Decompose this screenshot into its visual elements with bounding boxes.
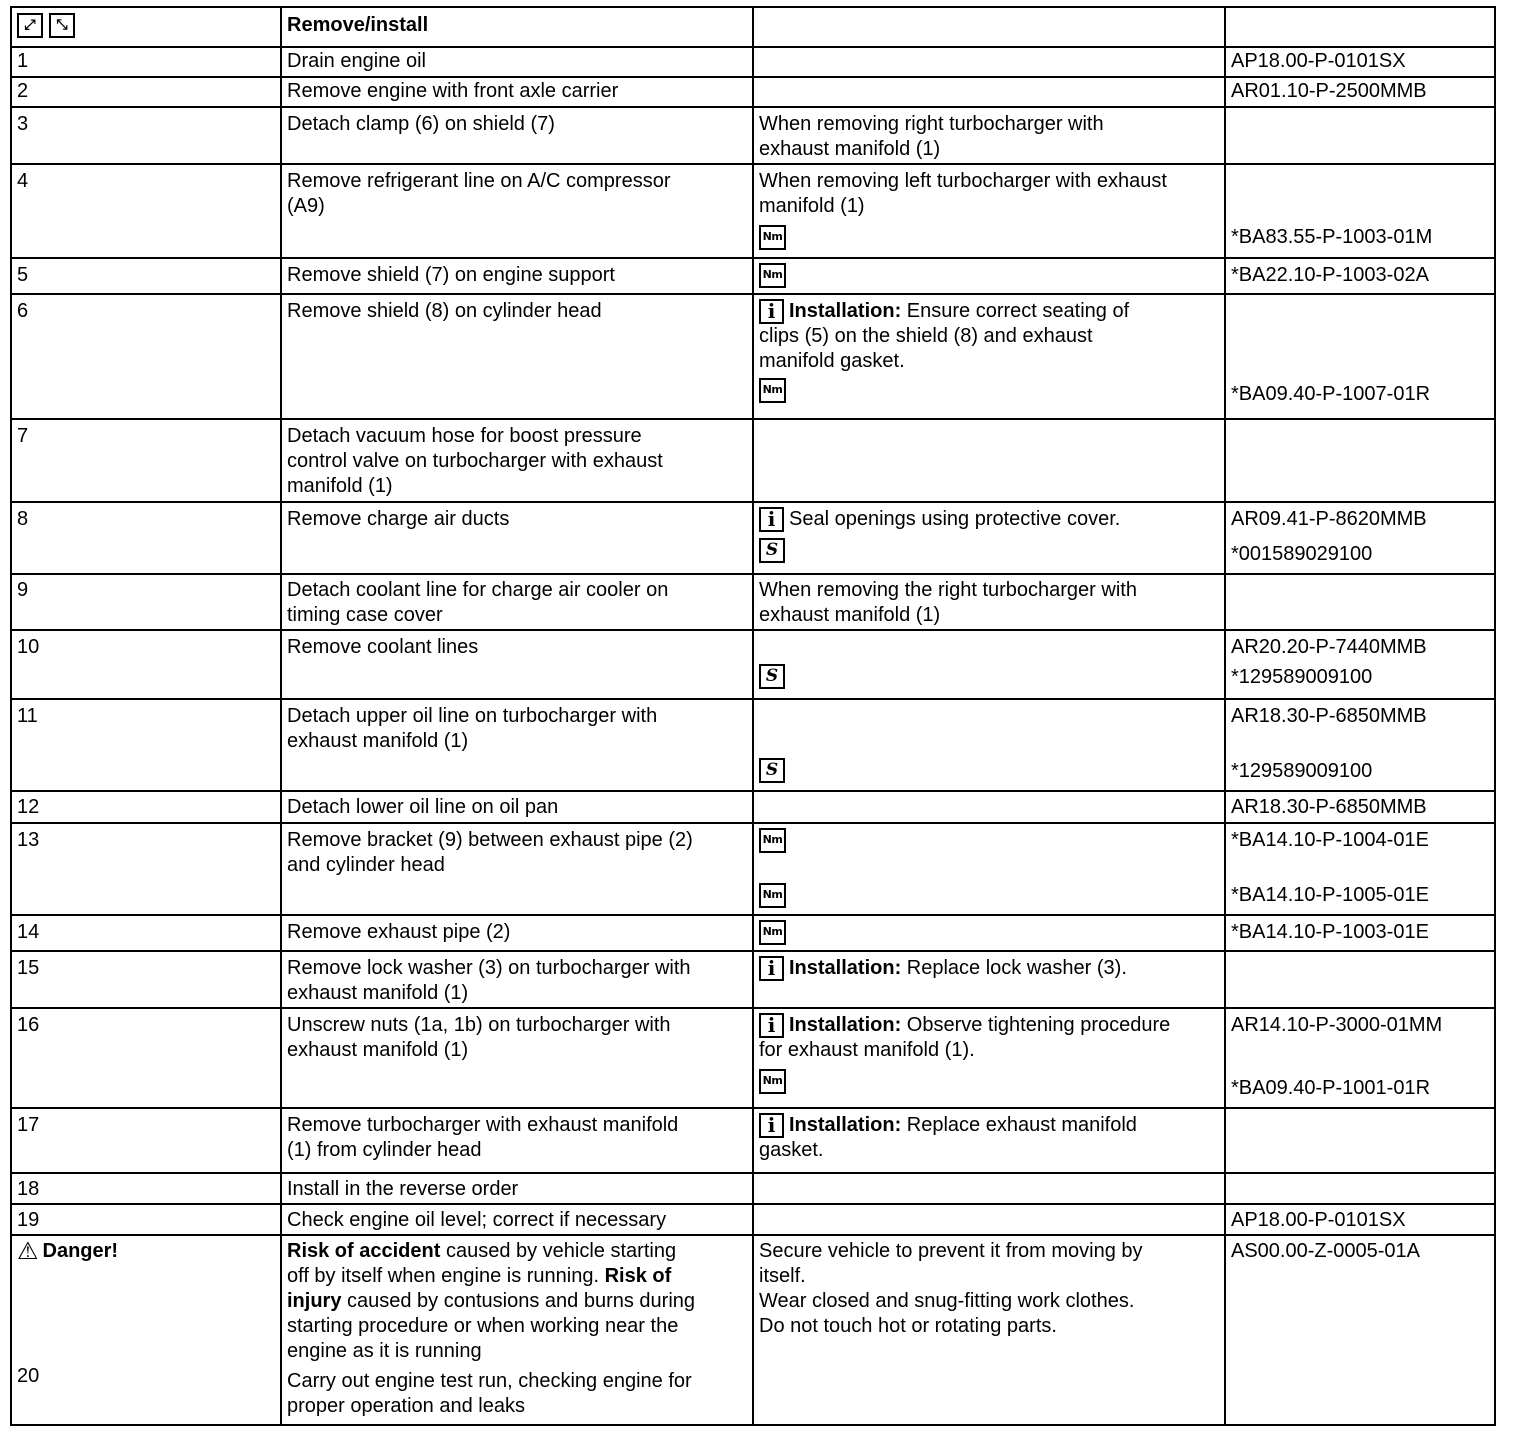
danger-note: Secure vehicle to prevent it from moving by itself. Wear closed and snug-fitting work clothes. Do not touch hot or rotating parts. — [753, 1235, 1225, 1425]
danger-label: Danger! — [42, 1240, 119, 1262]
warning-triangle-icon: ⚠ — [17, 1237, 39, 1266]
step-action: Detach coolant line for charge air cooler on timing case cover — [281, 574, 753, 630]
reference-link[interactable]: *BA09.40-P-1007-01R — [1225, 294, 1495, 419]
procedure-table — [10, 6, 1496, 1426]
step-number: 13 — [11, 823, 281, 915]
info-icon[interactable]: i — [759, 956, 784, 981]
special-tool-icon[interactable]: S — [759, 758, 785, 783]
step-number: 17 — [11, 1108, 281, 1173]
step-number: 7 — [11, 419, 281, 502]
step-number: 3 — [11, 107, 281, 164]
step-note: i Seal openings using protective cover. S — [753, 502, 1225, 574]
torque-icon[interactable]: Nm — [759, 828, 786, 853]
step-note: i Installation: Replace lock washer (3). — [753, 951, 1225, 1008]
table-row — [11, 1108, 1495, 1173]
step-number: 4 — [11, 164, 281, 258]
table-row — [11, 502, 1495, 574]
reference-links[interactable]: AR18.30-P-6850MMB *129589009100 — [1225, 699, 1495, 791]
step-number: 2 — [11, 77, 281, 107]
table-header-row — [11, 7, 1495, 47]
step-number: 8 — [11, 502, 281, 574]
step-action: Detach vacuum hose for boost pressure control valve on turbocharger with exhaust manifold (1) — [281, 419, 753, 502]
reference-link[interactable]: AR01.10-P-2500MMB — [1225, 77, 1495, 107]
step-note — [753, 258, 1225, 294]
table-row — [11, 1204, 1495, 1235]
table-row — [11, 1173, 1495, 1204]
reference-link[interactable]: *BA83.55-P-1003-01M — [1225, 164, 1495, 258]
step-note: When removing left turbocharger with exhaust manifold (1) Nm — [753, 164, 1225, 258]
table-row — [11, 419, 1495, 502]
reference-link[interactable]: *BA22.10-P-1003-02A — [1225, 258, 1495, 294]
danger-row — [11, 1235, 1495, 1425]
table-row — [11, 699, 1495, 791]
step-note — [753, 823, 1225, 915]
step-number: 19 — [11, 1204, 281, 1235]
work-procedure-page — [10, 6, 1494, 1434]
step-number: 20 — [17, 1365, 40, 1388]
table-row — [11, 47, 1495, 77]
table-row — [11, 915, 1495, 951]
step-number: 6 — [11, 294, 281, 419]
step-action: Remove bracket (9) between exhaust pipe (2) and cylinder head — [281, 823, 753, 915]
table-row — [11, 791, 1495, 823]
header-icons-cell — [11, 7, 281, 47]
step-note — [753, 630, 1225, 699]
table-row — [11, 630, 1495, 699]
torque-icon[interactable]: Nm — [759, 378, 786, 403]
step-number: 10 — [11, 630, 281, 699]
table-row — [11, 1008, 1495, 1108]
step-note — [753, 915, 1225, 951]
step-action: Remove turbocharger with exhaust manifold (1) from cylinder head — [281, 1108, 753, 1173]
step-action: Remove refrigerant line on A/C compressor (A9) — [281, 164, 753, 258]
reference-link[interactable]: AP18.00-P-0101SX — [1225, 1204, 1495, 1235]
table-row — [11, 951, 1495, 1008]
collapse-all-icon[interactable]: ⤡ — [49, 13, 75, 38]
danger-cell — [11, 1235, 281, 1425]
table-row — [11, 77, 1495, 107]
step-number: 9 — [11, 574, 281, 630]
step-action: Install in the reverse order — [281, 1173, 753, 1204]
table-row — [11, 823, 1495, 915]
step-number: 5 — [11, 258, 281, 294]
step-note: When removing the right turbocharger with exhaust manifold (1) — [753, 574, 1225, 630]
step-action: Remove charge air ducts — [281, 502, 753, 574]
step-action: Remove exhaust pipe (2) — [281, 915, 753, 951]
table-row — [11, 107, 1495, 164]
step-action: Unscrew nuts (1a, 1b) on turbocharger with exhaust manifold (1) — [281, 1008, 753, 1108]
step-number: 11 — [11, 699, 281, 791]
step-action: Detach clamp (6) on shield (7) — [281, 107, 753, 164]
step-number: 15 — [11, 951, 281, 1008]
step-action: Detach lower oil line on oil pan — [281, 791, 753, 823]
step-note: i Installation: Observe tightening procedure for exhaust manifold (1). Nm — [753, 1008, 1225, 1108]
step-action: Check engine oil level; correct if necessary — [281, 1204, 753, 1235]
step-number: 12 — [11, 791, 281, 823]
step-action: Drain engine oil — [281, 47, 753, 77]
torque-icon[interactable]: Nm — [759, 1069, 786, 1094]
reference-links[interactable]: *BA14.10-P-1004-01E *BA14.10-P-1005-01E — [1225, 823, 1495, 915]
table-row — [11, 574, 1495, 630]
step-number: 18 — [11, 1173, 281, 1204]
reference-links[interactable]: AR09.41-P-8620MMB *001589029100 — [1225, 502, 1495, 574]
step-number: 1 — [11, 47, 281, 77]
special-tool-icon[interactable]: S — [759, 664, 785, 689]
step-note: i Installation: Ensure correct seating of clips (5) on the shield (8) and exhaust manifold gasket. Nm — [753, 294, 1225, 419]
torque-icon[interactable]: Nm — [759, 920, 786, 945]
step-action: Remove coolant lines — [281, 630, 753, 699]
step-note — [753, 699, 1225, 791]
danger-description: Risk of accident caused by vehicle starting off by itself when engine is running. Risk of injury caused by contusions and burns during starting procedure or when working near the engine as it is running Carry out engine test run, checking engine for proper operation and leaks — [281, 1235, 753, 1425]
step-note: i Installation: Replace exhaust manifold gasket. — [753, 1108, 1225, 1173]
torque-icon[interactable]: Nm — [759, 225, 786, 250]
step-action: Remove shield (7) on engine support — [281, 258, 753, 294]
step-action: Remove engine with front axle carrier — [281, 77, 753, 107]
step-number: 16 — [11, 1008, 281, 1108]
info-icon[interactable]: i — [759, 1013, 784, 1038]
step-action: Remove lock washer (3) on turbocharger with exhaust manifold (1) — [281, 951, 753, 1008]
info-icon[interactable]: i — [759, 1113, 784, 1138]
torque-icon[interactable]: Nm — [759, 883, 786, 908]
torque-icon[interactable]: Nm — [759, 263, 786, 288]
info-icon[interactable]: i — [759, 507, 784, 532]
special-tool-icon[interactable]: S — [759, 538, 785, 563]
step-action: Detach upper oil line on turbocharger with exhaust manifold (1) — [281, 699, 753, 791]
reference-link[interactable]: AR18.30-P-6850MMB — [1225, 791, 1495, 823]
header-title: Remove/install — [281, 7, 753, 47]
info-icon[interactable]: i — [759, 299, 784, 324]
step-number: 14 — [11, 915, 281, 951]
reference-link[interactable]: AP18.00-P-0101SX — [1225, 47, 1495, 77]
table-row — [11, 258, 1495, 294]
reference-link[interactable]: *BA14.10-P-1003-01E — [1225, 915, 1495, 951]
reference-link[interactable]: AS00.00-Z-0005-01A — [1225, 1235, 1495, 1425]
table-row — [11, 164, 1495, 258]
step-note: When removing right turbocharger with exhaust manifold (1) — [753, 107, 1225, 164]
expand-all-icon[interactable]: ⤢ — [17, 13, 43, 38]
reference-links[interactable]: AR14.10-P-3000-01MM *BA09.40-P-1001-01R — [1225, 1008, 1495, 1108]
reference-links[interactable]: AR20.20-P-7440MMB *129589009100 — [1225, 630, 1495, 699]
step-action: Remove shield (8) on cylinder head — [281, 294, 753, 419]
table-row — [11, 294, 1495, 419]
